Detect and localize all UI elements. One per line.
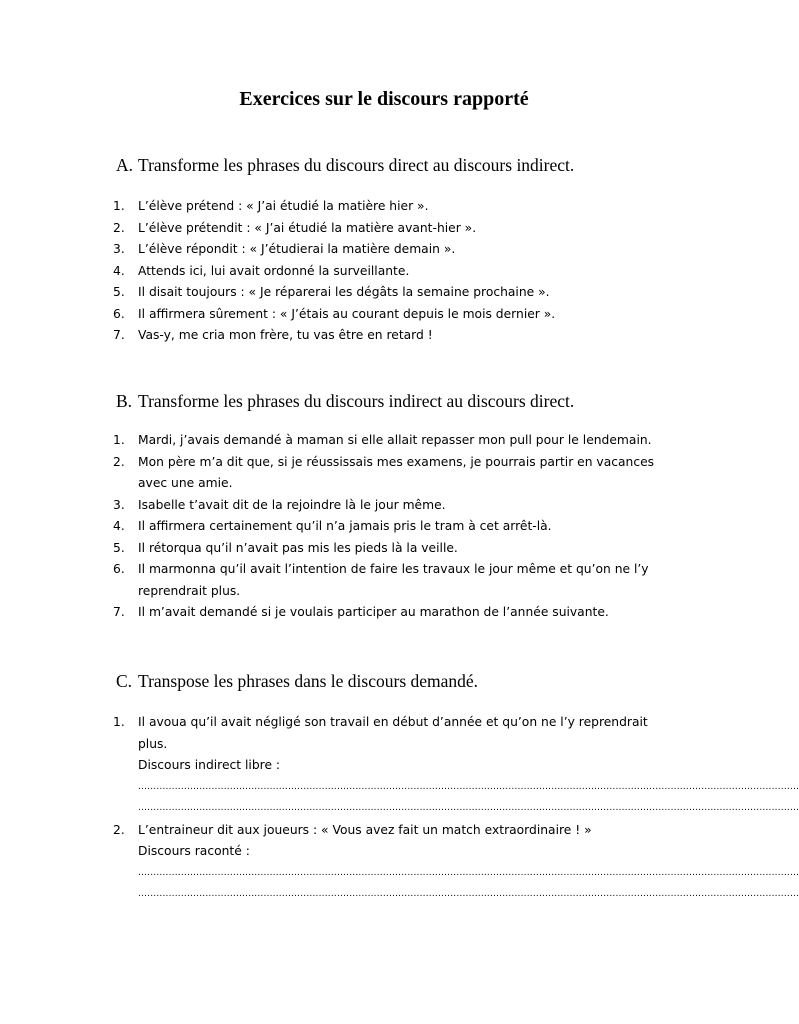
list-item [0,304,678,326]
item-number: 7. [113,328,125,342]
section-c-list [0,712,799,906]
section-a-title: Transforme les phrases du discours direct au discours indirect. [138,155,575,175]
list-item [0,218,678,240]
item-number: 3. [113,242,125,256]
list-item [0,516,678,538]
item-number: 2. [113,220,125,235]
section-b-heading [116,390,574,412]
item-text: L’entraineur dit aux joueurs : « Vous avez fait un match extraordinaire ! » [138,822,592,837]
item-number: 3. [113,497,125,512]
item-text: Attends ici, lui avait ordonné la surveillante. [138,263,410,278]
item-text: Il avoua qu’il avait négligé son travail en début d’année et qu’on ne l’y reprendrait plus. [138,715,648,751]
item-number: 1. [113,199,125,213]
list-item [0,712,799,820]
item-number: 5. [113,285,125,299]
item-number: 6. [113,562,125,576]
list-item [0,495,678,517]
item-text: Il disait toujours : « Je réparerai les dégâts la semaine prochaine ». [138,285,550,299]
section-b-title: Transforme les phrases du discours indirect au discours direct. [138,391,575,411]
item-prompt: Discours indirect libre : [138,758,281,772]
list-item [0,430,678,452]
answer-line[interactable]: ........................................................................................................................................................................................................................ [138,781,799,792]
item-text: Il m’avait demandé si je voulais participer au marathon de l’année suivante. [138,605,609,619]
list-item [0,325,678,347]
item-number: 7. [113,605,125,619]
item-text: Il marmonna qu’il avait l’intention de faire les travaux le jour même et qu’on ne l’y reprendrait plus. [138,562,649,598]
list-item [0,559,678,602]
item-number: 1. [113,715,125,729]
item-text: Il affirmera sûrement : « J’étais au courant depuis le mois dernier ». [138,306,556,321]
item-text: L’élève prétendit : « J’ai étudié la matière avant-hier ». [138,220,477,235]
item-text: Isabelle t’avait dit de la rejoindre là le jour même. [138,497,446,512]
list-item [0,538,678,560]
section-c-title: Transpose les phrases dans le discours demandé. [138,671,479,691]
item-text: L’élève prétend : « J’ai étudié la matière hier ». [138,199,429,213]
item-number: 4. [113,263,125,278]
list-item [0,196,678,218]
item-number: 1. [113,433,125,447]
section-a-list [0,196,678,347]
section-c-heading [116,670,478,692]
item-number: 5. [113,540,125,555]
item-number: 6. [113,306,125,321]
list-item [0,239,678,261]
item-text: Il affirmera certainement qu’il n’a jamais pris le tram à cet arrêt-là. [138,519,552,533]
list-item [0,282,678,304]
list-item [0,602,678,624]
list-item [0,261,678,283]
item-text: Mardi, j’avais demandé à maman si elle allait repasser mon pull pour le lendemain. [138,433,652,447]
item-number: 4. [113,519,125,533]
answer-line[interactable]: ........................................................................................................................................................................................................................ [138,867,799,878]
item-text: L’élève répondit : « J’étudierai la matière demain ». [138,242,456,256]
item-number: 2. [113,454,125,469]
section-a-letter: A. [116,155,134,175]
page-title: Exercices sur le discours rapporté [239,88,529,110]
section-a-heading [116,154,574,176]
item-text: Mon père m’a dit que, si je réussissais mes examens, je pourrais partir en vacances avec une amie. [138,454,655,490]
list-item [0,820,799,906]
section-c-letter: C. [116,671,133,691]
item-text: Vas-y, me cria mon frère, tu vas être en retard ! [138,328,433,342]
section-b-letter: B. [116,391,133,411]
item-text: Il rétorqua qu’il n’avait pas mis les pieds là la veille. [138,540,458,555]
list-item [0,452,678,495]
answer-line[interactable]: ........................................................................................................................................................................................................................ [138,803,799,813]
item-prompt: Discours raconté : [138,844,250,858]
section-b-list [0,430,678,624]
answer-line[interactable]: ........................................................................................................................................................................................................................ [138,889,799,899]
item-number: 2. [113,822,125,837]
